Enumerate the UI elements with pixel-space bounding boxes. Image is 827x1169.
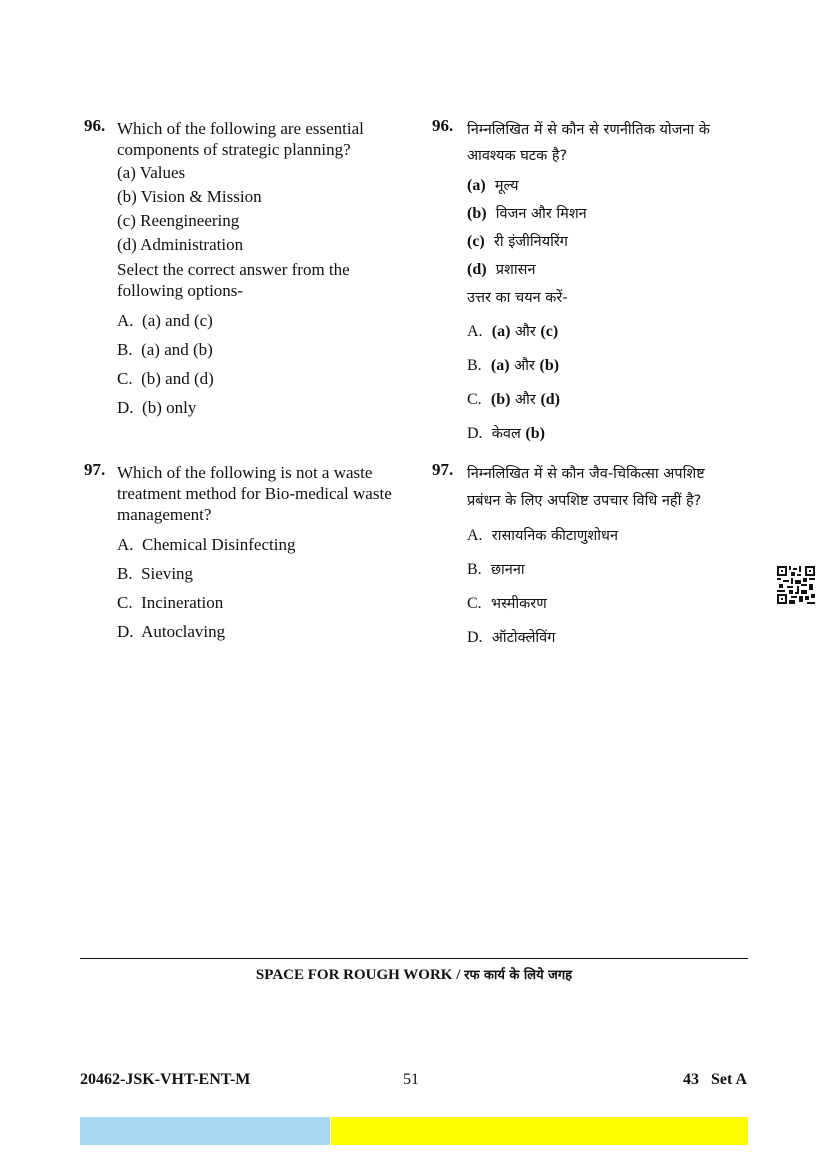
option-c: C. भस्मीकरण (467, 595, 547, 612)
item: (a) मूल्य (467, 177, 519, 194)
qr-code-icon (777, 566, 815, 604)
color-band-yellow (331, 1117, 748, 1145)
set-label: 43 Set A (683, 1071, 747, 1088)
item: (d) Administration (117, 235, 244, 254)
question-number: 97. (84, 460, 106, 479)
option-c: C. Incineration (117, 593, 224, 612)
divider (80, 958, 748, 959)
option-a: A. Chemical Disinfecting (117, 535, 296, 554)
option-d: D. केवल (b) (467, 425, 545, 442)
rough-work-label: SPACE FOR ROUGH WORK / रफ कार्य के लिये जगह (255, 967, 573, 983)
page-number: 51 (403, 1071, 419, 1088)
option-c: C. (b) and (d) (117, 369, 214, 388)
option-b: B. (a) and (b) (117, 340, 213, 359)
option-d: D. ऑटोक्लेविंग (467, 629, 556, 646)
instruction-text: उत्तर का चयन करें- (467, 290, 568, 306)
item: (c) Reengineering (117, 211, 240, 230)
option-c: C. (b) और (d) (467, 391, 560, 408)
item: (d) प्रशासन (467, 261, 536, 278)
option-b: B. Sieving (117, 564, 194, 583)
question-text: Which of the following are essential components of strategic planning? (117, 119, 364, 159)
option-a: A. रासायनिक कीटाणुशोधन (467, 527, 619, 544)
question-number: 96. (432, 116, 454, 135)
option-a: A. (a) and (c) (117, 311, 213, 330)
option-b: B. (a) और (b) (467, 357, 560, 374)
item: (b) Vision & Mission (117, 187, 262, 206)
option-a: A. (a) और (c) (467, 323, 559, 340)
footer-code: 20462-JSK-VHT-ENT-M (80, 1071, 251, 1088)
item: (a) Values (117, 163, 186, 182)
option-d: D. Autoclaving (117, 622, 226, 641)
question-text: Which of the following is not a waste treatment method for Bio-medical waste management? (117, 463, 392, 524)
question-number: 97. (432, 460, 454, 479)
option-d: D. (b) only (117, 398, 197, 417)
color-band-blue (80, 1117, 330, 1145)
item: (b) विजन और मिशन (467, 205, 587, 222)
item: (c) री इंजीनियरिंग (467, 233, 568, 250)
question-number: 96. (84, 116, 106, 135)
question-text: निम्नलिखित में से कौन से रणनीतिक योजना के आवश्यक घटक है? (467, 122, 710, 164)
question-text: निम्नलिखित में से कौन जैव-चिकित्सा अपशिष्ट प्रबंधन के लिए अपशिष्ट उपचार विधि नहीं है? (467, 466, 705, 509)
option-b: B. छानना (467, 561, 525, 578)
instruction-text: Select the correct answer from the following options- (117, 260, 350, 300)
